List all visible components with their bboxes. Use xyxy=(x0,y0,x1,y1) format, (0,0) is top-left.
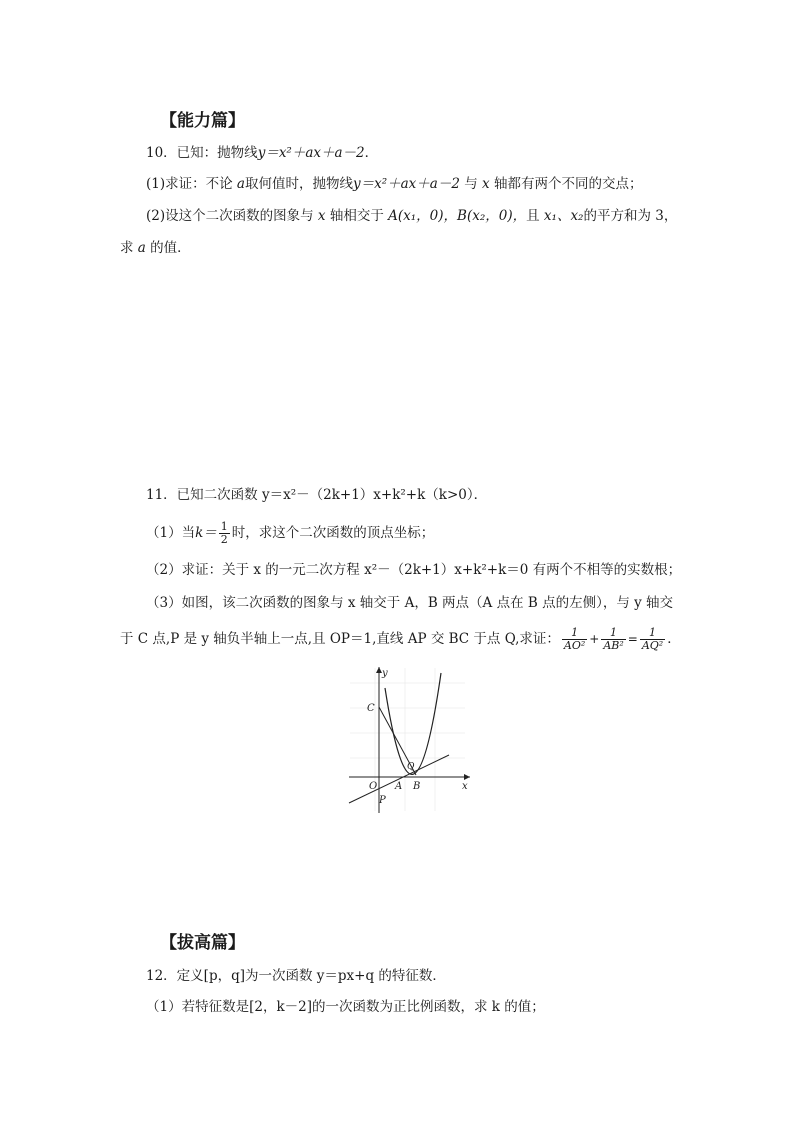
q10-stem-end: ． xyxy=(364,145,379,161)
parabola-curve xyxy=(385,673,441,774)
q11-part1 xyxy=(146,516,434,550)
q11-stem: 11．已知二次函数 y＝x²－（2k+1）x+k²+k（k>0）． xyxy=(146,487,488,503)
q11-plus-sign: + xyxy=(589,632,600,646)
q12-part1: （1）若特征数是[2，k－2]的一次函数为正比例函数，求 k 的值； xyxy=(146,999,545,1015)
q10-p2-mid: 轴相交于 xyxy=(329,208,384,224)
q11-frac-ab-den: AB² xyxy=(603,638,624,652)
q11-part2: （2）求证：关于 x 的一元二次方程 x²－（2k+1）x+k²+k＝0 有两个不相等的实数根； xyxy=(146,562,682,578)
q10-p2-pre: (2)设这个二次函数的图象与 xyxy=(146,208,314,224)
q10-p1-var-a: a xyxy=(236,176,245,192)
label-q: Q xyxy=(407,762,415,772)
q10-p2-line2-pre: 求 xyxy=(120,240,134,256)
q10-p1-end: 轴都有两个不同的交点； xyxy=(493,176,643,192)
parabola-figure xyxy=(345,663,475,818)
section-title-advanced: 【拔高篇】 xyxy=(160,933,245,953)
q11-p1-pre: （1）当 xyxy=(146,525,196,541)
line-ap xyxy=(349,755,449,803)
label-p: P xyxy=(379,795,386,806)
q10-p1-mid: 取何值时，抛物线 xyxy=(244,176,353,192)
q11-p1-k: k＝ xyxy=(195,525,217,541)
q10-part2 xyxy=(146,207,677,225)
q10-p1-pre: (1)求证：不论 xyxy=(146,176,233,192)
q11-frac-ao-den: AO² xyxy=(563,638,586,652)
q11-frac-aq-den: AQ² xyxy=(641,638,664,652)
q10-part2-line2 xyxy=(120,239,191,257)
q10-p2-var-x: x xyxy=(317,208,326,224)
q11-part3-line1: （3）如图，该二次函数的图象与 x 轴交于 A，B 两点（A 点在 B 点的左侧），与 y 轴交 xyxy=(146,595,674,611)
label-y: y xyxy=(382,668,388,679)
q11-p1-fraction xyxy=(219,521,230,546)
q10-p1-formula: y＝x²＋ax＋a－2 xyxy=(352,176,460,192)
q11-frac-ao-num: 1 xyxy=(571,625,579,639)
q10-p2-point-a: A(x₁，0)， xyxy=(388,208,458,224)
section-title-ability: 【能力篇】 xyxy=(160,111,245,131)
q11-equals-sign: = xyxy=(627,632,638,646)
q10-p2-line2-end: 的值． xyxy=(150,240,191,256)
figure-grid xyxy=(350,668,465,811)
q11-frac-aq xyxy=(640,627,665,652)
q10-stem xyxy=(146,144,378,162)
q11-p1-frac-num: 1 xyxy=(220,519,228,533)
q10-p2-line2-var-a: a xyxy=(137,240,146,256)
label-b: B xyxy=(413,781,421,792)
q10-p2-end: 的平方和为 3， xyxy=(583,208,678,224)
q11-p1-post: 时，求这个二次函数的顶点坐标； xyxy=(231,525,435,541)
q10-p2-vars: x₁、x₂ xyxy=(543,208,584,224)
q11-frac-aq-num: 1 xyxy=(649,625,657,639)
q10-p2-point-b: B(x₂，0)， xyxy=(457,208,527,224)
q10-stem-formula: y＝x²＋ax＋a－2 xyxy=(257,145,365,161)
x-axis-arrow xyxy=(464,774,470,780)
q11-p1-frac-den: 2 xyxy=(220,532,228,546)
q12-stem: 12．定义[p，q]为一次函数 y＝px+q 的特征数． xyxy=(146,968,446,984)
q10-p2-post: 且 xyxy=(526,208,540,224)
q11-part3-line2 xyxy=(120,620,681,658)
q11-p3-line2-text: 于 C 点,P 是 y 轴负半轴上一点,且 OP＝1,直线 AP 交 BC 于点 Q,求证： xyxy=(120,631,560,647)
label-x: x xyxy=(462,781,468,792)
q10-p1-var-x: x xyxy=(482,176,490,192)
q11-frac-ab-num: 1 xyxy=(610,625,618,639)
q10-p1-post: 与 xyxy=(464,176,478,192)
q11-frac-ab xyxy=(601,627,625,652)
label-a: A xyxy=(395,781,403,792)
q10-stem-pre: 10．已知：抛物线 xyxy=(146,145,258,161)
label-c: C xyxy=(367,703,375,714)
q10-part1 xyxy=(146,175,642,193)
label-o: O xyxy=(369,781,378,792)
q11-p3-end: ． xyxy=(667,631,681,647)
q11-frac-ao xyxy=(562,627,587,652)
